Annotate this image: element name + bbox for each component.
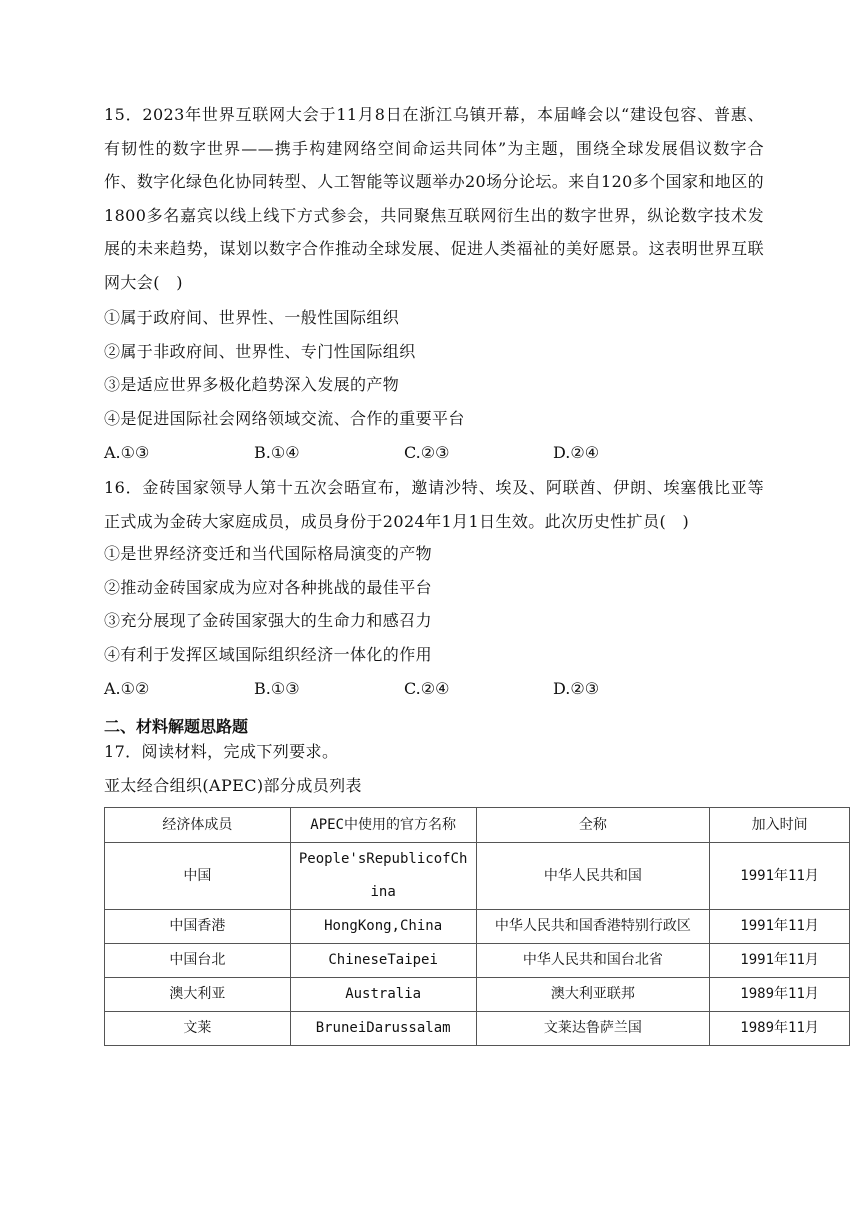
q15-choice-a: A.①③ bbox=[104, 443, 150, 462]
cell-economy: 中国台北 bbox=[105, 944, 291, 978]
cell-official-name: ChineseTaipei bbox=[290, 944, 476, 978]
q15-stem: 15．2023年世界互联网大会于11月8日在浙江乌镇开幕，本届峰会以“建设包容、普惠、有韧性的数字世界——携手构建网络空间命运共同体”为主题，围绕全球发展倡议数字合作、数字化绿色化协同转型、人工智能等议题举办20场分论坛。来自120多个国家和地区的1800多名嘉宾以线上线下方式参会，共同聚焦互联网衍生出的数字世界，纵论数字技术发展的未来趋势，谋划以数字合作推动全球发展、促进人类福祉的美好愿景。这表明世界互联网大会( ) bbox=[104, 105, 764, 292]
q15-option-4: ④是促进国际社会网络领域交流、合作的重要平台 bbox=[104, 409, 465, 428]
cell-join-date: 1989年11月 bbox=[710, 978, 850, 1012]
header-economy: 经济体成员 bbox=[105, 808, 291, 843]
q16-choice-c: C.②④ bbox=[404, 679, 450, 698]
cell-join-date: 1991年11月 bbox=[710, 843, 850, 910]
cell-join-date: 1991年11月 bbox=[710, 910, 850, 944]
cell-official-name: HongKong,China bbox=[290, 910, 476, 944]
q16-option-3: ③充分展现了金砖国家强大的生命力和感召力 bbox=[104, 611, 433, 630]
table-row bbox=[105, 910, 850, 944]
section-heading: 二、材料解题思路题 bbox=[104, 717, 249, 736]
cell-official-name: Australia bbox=[290, 978, 476, 1012]
table-row bbox=[105, 944, 850, 978]
cell-full-name: 中华人民共和国香港特别行政区 bbox=[476, 910, 710, 944]
q16-option-2: ②推动金砖国家成为应对各种挑战的最佳平台 bbox=[104, 578, 433, 597]
q15-choice-d: D.②④ bbox=[553, 443, 600, 462]
q16-choices bbox=[104, 678, 764, 700]
q15-choice-b: B.①④ bbox=[254, 443, 300, 462]
cell-full-name: 中华人民共和国 bbox=[476, 843, 710, 910]
table-caption: 亚太经合组织(APEC)部分成员列表 bbox=[104, 776, 362, 795]
cell-economy: 中国香港 bbox=[105, 910, 291, 944]
q15-choice-c: C.②③ bbox=[404, 443, 450, 462]
apec-members-table bbox=[104, 807, 850, 1046]
q16-choice-d: D.②③ bbox=[553, 679, 600, 698]
q16-option-4: ④有利于发挥区域国际组织经济一体化的作用 bbox=[104, 645, 433, 664]
q16-choice-a: A.①② bbox=[104, 679, 150, 698]
cell-economy: 中国 bbox=[105, 843, 291, 910]
header-full-name: 全称 bbox=[476, 808, 710, 843]
cell-join-date: 1989年11月 bbox=[710, 1012, 850, 1046]
cell-full-name: 澳大利亚联邦 bbox=[476, 978, 710, 1012]
cell-economy: 澳大利亚 bbox=[105, 978, 291, 1012]
q16-stem: 16．金砖国家领导人第十五次会晤宣布，邀请沙特、埃及、阿联酋、伊朗、埃塞俄比亚等正式成为金砖大家庭成员，成员身份于2024年1月1日生效。此次历史性扩员( ) bbox=[104, 478, 764, 531]
header-official-name: APEC中使用的官方名称 bbox=[290, 808, 476, 843]
cell-join-date: 1991年11月 bbox=[710, 944, 850, 978]
q17-stem: 17．阅读材料，完成下列要求。 bbox=[104, 742, 339, 761]
q16-option-1: ①是世界经济变迁和当代国际格局演变的产物 bbox=[104, 544, 433, 563]
q15-choices bbox=[104, 442, 764, 464]
cell-official-name: People'sRepublicofChina bbox=[290, 843, 476, 910]
table-row bbox=[105, 978, 850, 1012]
cell-economy: 文莱 bbox=[105, 1012, 291, 1046]
q15-option-3: ③是适应世界多极化趋势深入发展的产物 bbox=[104, 375, 400, 394]
q16-choice-b: B.①③ bbox=[254, 679, 300, 698]
cell-official-name: BruneiDarussalam bbox=[290, 1012, 476, 1046]
cell-full-name: 文莱达鲁萨兰国 bbox=[476, 1012, 710, 1046]
q15-option-2: ②属于非政府间、世界性、专门性国际组织 bbox=[104, 342, 416, 361]
header-join-date: 加入时间 bbox=[710, 808, 850, 843]
table-header-row bbox=[105, 808, 850, 843]
table-row bbox=[105, 1012, 850, 1046]
cell-full-name: 中华人民共和国台北省 bbox=[476, 944, 710, 978]
q15-option-1: ①属于政府间、世界性、一般性国际组织 bbox=[104, 308, 400, 327]
table-row bbox=[105, 843, 850, 910]
